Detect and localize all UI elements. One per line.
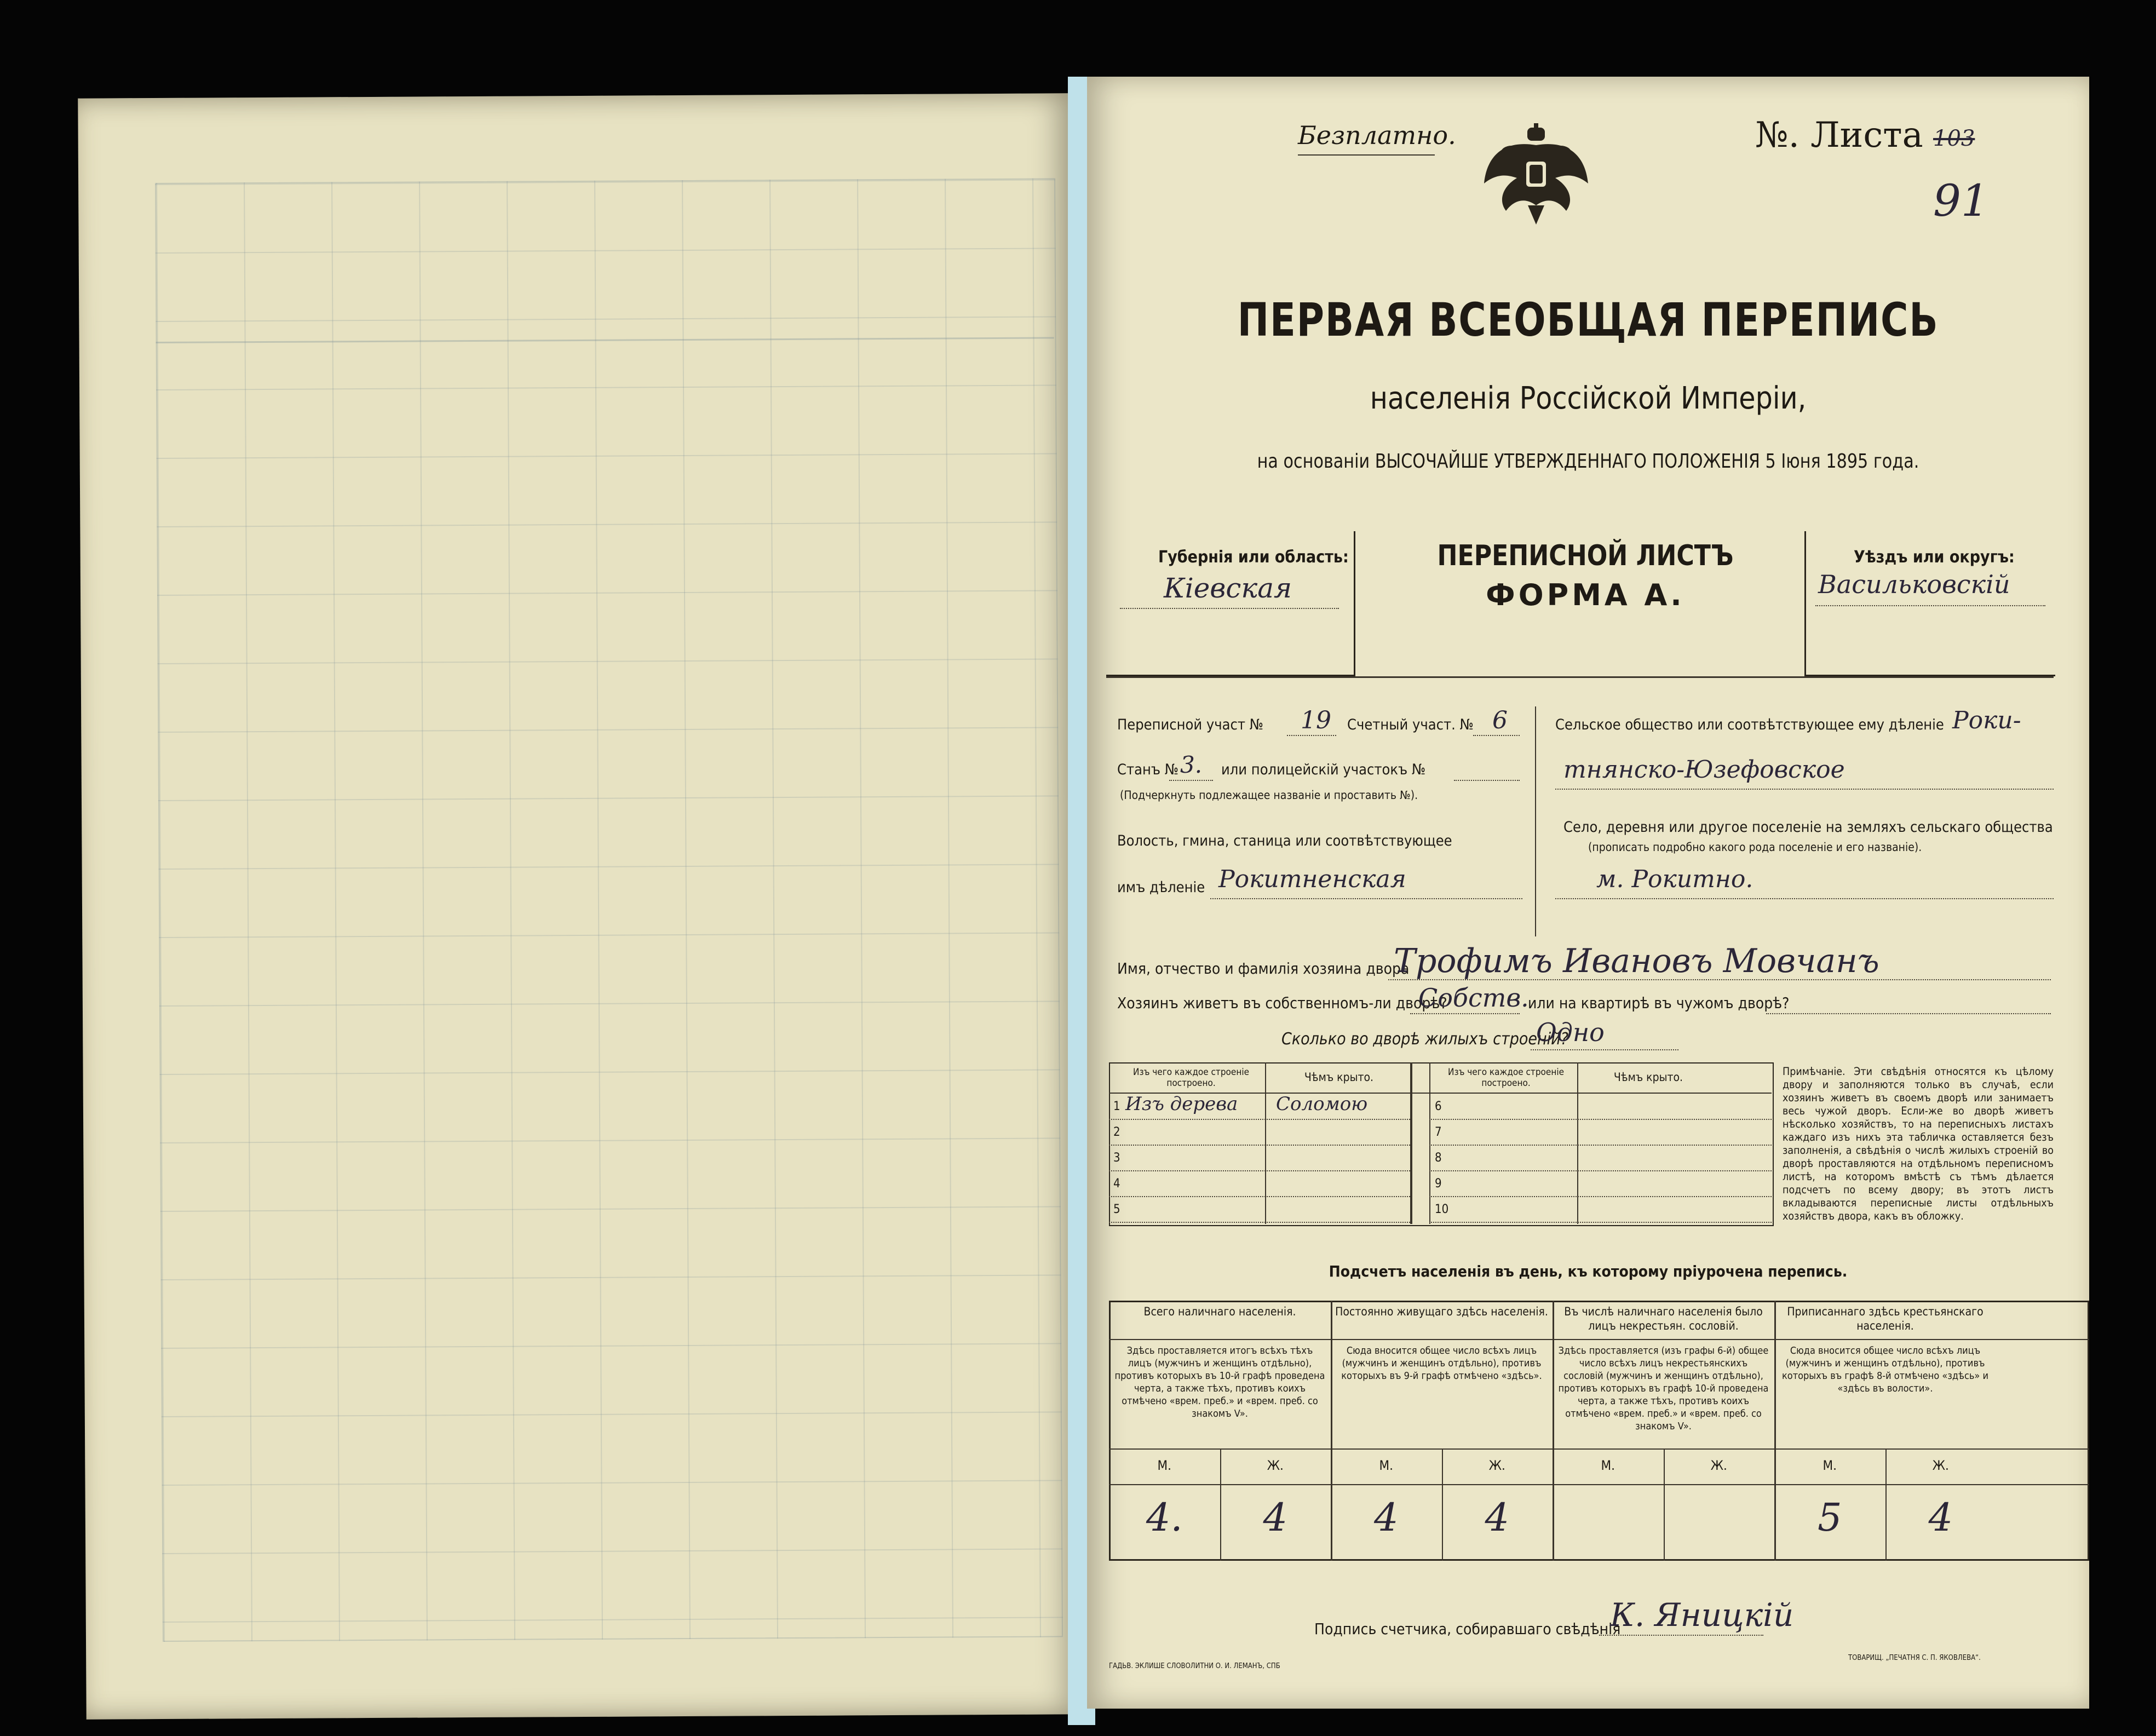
police-dotline: [1454, 780, 1520, 781]
free-underline: [1298, 154, 1435, 156]
buildings-label: Сколько во дворѣ жилыхъ строеній?: [1281, 1030, 1568, 1049]
buildings-col-material-2: Изъ чего каждое строеніе построено.: [1448, 1067, 1564, 1089]
volost-value: Рокитненская: [1218, 865, 1406, 893]
printer-right: ТОВАРИЩ. „ПЕЧАТНЯ С. П. ЯКОВЛЕВА“.: [1848, 1654, 1981, 1662]
form-title: ПЕРЕПИСНОЙ ЛИСТЪ: [1437, 539, 1734, 572]
stan-label: Станъ №: [1117, 761, 1179, 778]
building-row-number: 10: [1435, 1203, 1449, 1216]
double-headed-eagle-emblem: [1481, 123, 1591, 227]
signature-value: К. Яницкiй: [1610, 1596, 1794, 1634]
left-page: [78, 93, 1080, 1719]
count-male-label: М.: [1822, 1458, 1837, 1473]
count-male-label: М.: [1379, 1458, 1393, 1473]
region-divider: [1106, 676, 2054, 678]
signature-dotline: [1599, 1635, 1763, 1636]
form-name: ФОРМА А.: [1486, 578, 1685, 612]
count-desc-line: [1109, 1448, 2089, 1450]
society-dotline: [1555, 789, 2054, 790]
count-male-value: 4: [1373, 1495, 1399, 1540]
field-column-divider: [1535, 706, 1536, 936]
building-row-line: [1429, 1145, 1772, 1146]
buildings-value: Одно: [1536, 1018, 1605, 1047]
uezd-dotline: [1815, 605, 2045, 606]
buildings-col-roof-2: Чѣмъ крыто.: [1613, 1071, 1683, 1084]
census-title: ПЕРВАЯ ВСЕОБЩАЯ ПЕРЕПИСЬ: [1237, 293, 1939, 347]
count-female-label: Ж.: [1932, 1458, 1949, 1473]
count-mf-line: [1109, 1484, 2089, 1485]
building-row-line: [1109, 1196, 1410, 1197]
lives-value: Собств.: [1418, 983, 1529, 1013]
building-row-number: 9: [1435, 1177, 1442, 1191]
lives-label-2: или на квартирѣ въ чужомъ дворѣ?: [1528, 994, 1790, 1012]
buildings-col-material: Изъ чего каждое строеніе построено.: [1133, 1067, 1249, 1089]
building-row-line: [1109, 1119, 1410, 1120]
gubernia-dotline: [1120, 608, 1339, 609]
building-row-line: [1429, 1196, 1772, 1197]
sheet-number-value: 103: [1933, 126, 1975, 151]
building-row-number: 1: [1113, 1100, 1120, 1113]
count-female-value: 4: [1928, 1495, 1953, 1540]
police-label: или полицейскій участокъ №: [1221, 761, 1426, 778]
signature-label: Подпись счетчика, собиравшаго свѣдѣнія: [1314, 1620, 1621, 1638]
village-label: Село, деревня или другое поселеніе на земляхъ сельскаго общества: [1563, 819, 2053, 836]
legal-basis: на основаніи ВЫСОЧАЙШЕ УТВЕРЖДЕННАГО ПОЛОЖЕНІЯ 5 Іюня 1895 года.: [1257, 450, 1919, 473]
building-row-number: 7: [1435, 1125, 1442, 1139]
count-female-label: Ж.: [1488, 1458, 1505, 1473]
buildings-note: Примѣчаніе. Эти свѣдѣнія относятся къ цѣлому двору и заполняются только въ случаѣ, если хозяинъ живетъ въ своемъ дворѣ или занимаетъ весь чужой дворъ. Если-же во дворѣ живетъ нѣсколько хозяйствъ, то на переписныхъ листахъ каждаго изъ нихъ эта табличка оставляется безъ заполненія, а свѣдѣнія о числѣ жилыхъ строеній во дворѣ проставляются на отдѣльномъ переписномъ листѣ, на которомъ вмѣстѣ съ тѣмъ дѣлается подсчетъ по всему двору; въ этотъ листъ вкладываются переписные листы отдѣльныхъ хозяйствъ двора, какъ въ обложку.: [1783, 1065, 2054, 1222]
count-description: Сюда вносится общее число всѣхъ лицъ (мужчинъ и женщинъ отдѣльно), противъ которыхъ въ графѣ 8-й отмѣчено «здѣсь» и «здѣсь въ волости».: [1782, 1345, 1988, 1394]
building-row-number: 4: [1113, 1177, 1120, 1191]
buildings-vline-4: [1577, 1062, 1578, 1224]
lives-dotline: [1410, 1013, 1520, 1014]
count-female-label: Ж.: [1710, 1458, 1727, 1473]
volost-label-2: имъ дѣленіе: [1117, 879, 1205, 896]
building-row-line: [1429, 1119, 1772, 1120]
village-dotline: [1555, 898, 2054, 899]
gubernia-value: Кiевская: [1164, 572, 1292, 604]
uchastok-dotline: [1287, 735, 1336, 736]
buildings-dotline: [1531, 1049, 1678, 1050]
count-header: Приписаннаго здѣсь крестьянскаго населенія.: [1787, 1305, 1983, 1332]
count-female-label: Ж.: [1267, 1458, 1284, 1473]
buildings-vline-1: [1265, 1062, 1266, 1224]
building-roof: Соломою: [1276, 1093, 1368, 1115]
schet-value: 6: [1492, 706, 1508, 734]
volost-dotline: [1210, 898, 1522, 899]
buildings-vline-3: [1429, 1062, 1430, 1224]
buildings-vline-2: [1410, 1062, 1412, 1224]
corner-number: 91: [1933, 175, 1989, 226]
count-female-value: 4: [1485, 1495, 1510, 1540]
census-subtitle: населенія Россійской Имперіи,: [1370, 381, 1807, 416]
count-header: Постоянно живущаго здѣсь населенія.: [1335, 1305, 1548, 1318]
building-row-line: [1109, 1222, 1410, 1223]
volost-label: Волость, гмина, станица или соотвѣтствующее: [1117, 832, 1452, 849]
census-form-page: [1087, 77, 2089, 1709]
schet-label: Счетный участ. №: [1347, 716, 1474, 733]
buildings-col-roof: Чѣмъ крыто.: [1304, 1071, 1374, 1084]
society-value-1: Роки-: [1952, 706, 2021, 734]
building-row-line: [1109, 1170, 1410, 1171]
gubernia-label: Губернія или область:: [1158, 548, 1349, 567]
building-row-number: 2: [1113, 1125, 1120, 1139]
building-row-number: 3: [1113, 1151, 1120, 1165]
building-row-line: [1429, 1222, 1772, 1223]
sheet-number-label: №. Листа: [1755, 115, 1923, 156]
uchastok-value: 19: [1301, 706, 1331, 734]
underline-note: (Подчеркнуть подлежащее названіе и проставить №).: [1120, 789, 1418, 802]
society-value-2: тнянско-Юзефовское: [1563, 756, 1845, 784]
schet-dotline: [1473, 735, 1520, 736]
count-description: Здѣсь проставляется итогъ всѣхъ тѣхъ лицъ (мужчинъ и женщинъ отдѣльно), противъ которыхъ въ 10-й графѣ проведена черта, а также тѣхъ, противъ коихъ отмѣчено «врем. преб.» и «врем. преб. со знакомъ V».: [1114, 1345, 1325, 1419]
count-header: Всего наличнаго населенія.: [1143, 1305, 1296, 1318]
building-row-line: [1429, 1170, 1772, 1171]
village-note: (прописать подробно какого рода поселеніе и его названіе).: [1588, 841, 1922, 854]
free-label: Безплатно.: [1298, 120, 1456, 150]
count-male-label: М.: [1157, 1458, 1171, 1473]
owner-dotline: [1388, 979, 2051, 980]
count-title: Подсчетъ населенія въ день, къ которому пріурочена перепись.: [1329, 1262, 1848, 1280]
count-male-value: 4.: [1146, 1495, 1183, 1540]
building-row-number: 6: [1435, 1100, 1442, 1113]
lives-dotline-2: [1766, 1013, 2051, 1014]
uchastok-label: Переписной участ №: [1117, 716, 1263, 733]
count-header-line: [1109, 1339, 2089, 1340]
lives-label: Хозяинъ живетъ въ собственномъ-ли дворѣ?: [1117, 994, 1447, 1012]
printer-left: ГАДЬВ. ЭКЛИШЕ СЛОВОЛИТНИ О. И. ЛЕМАНЪ, СПБ: [1109, 1662, 1280, 1670]
owner-value: Трофимъ Ивановъ Мовчанъ: [1394, 942, 1879, 980]
count-description: Сюда вносится общее число всѣхъ лицъ (мужчинъ и женщинъ отдѣльно), противъ которыхъ въ 9-й графѣ отмѣчено «здѣсь».: [1341, 1345, 1542, 1382]
building-row-number: 5: [1113, 1203, 1120, 1216]
village-value: м. Рокитно.: [1596, 865, 1753, 893]
building-row-number: 8: [1435, 1151, 1442, 1165]
left-page-grid: [155, 178, 1063, 1642]
count-male-value: 5: [1817, 1495, 1842, 1540]
society-label: Сельское общество или соотвѣтствующее ему дѣленіе: [1555, 716, 1944, 733]
left-page-faint-header: [155, 178, 1054, 343]
owner-label: Имя, отчество и фамилія хозяина двора: [1117, 959, 1410, 978]
stan-value: 3.: [1180, 751, 1203, 778]
stan-dotline: [1169, 780, 1213, 781]
count-female-value: 4: [1263, 1495, 1288, 1540]
count-description: Здѣсь проставляется (изъ графы 6-й) общее число всѣхъ лицъ некрестьянскихъ сословій (мужчинъ и женщинъ отдѣльно), противъ которыхъ въ графѣ 10-й проведена черта, а также тѣхъ, противъ коихъ отмѣчено «врем. преб.» и «врем. преб. со знакомъ V».: [1558, 1345, 1769, 1432]
count-male-label: М.: [1601, 1458, 1615, 1473]
building-row-line: [1109, 1145, 1410, 1146]
uezd-label: Уѣздъ или округъ:: [1854, 548, 2015, 567]
uezd-value: Васильковскiй: [1818, 570, 2010, 599]
count-header: Въ числѣ наличнаго населенія было лицъ некрестьян. сословій.: [1564, 1305, 1763, 1332]
building-material: Изъ дерева: [1125, 1093, 1238, 1115]
